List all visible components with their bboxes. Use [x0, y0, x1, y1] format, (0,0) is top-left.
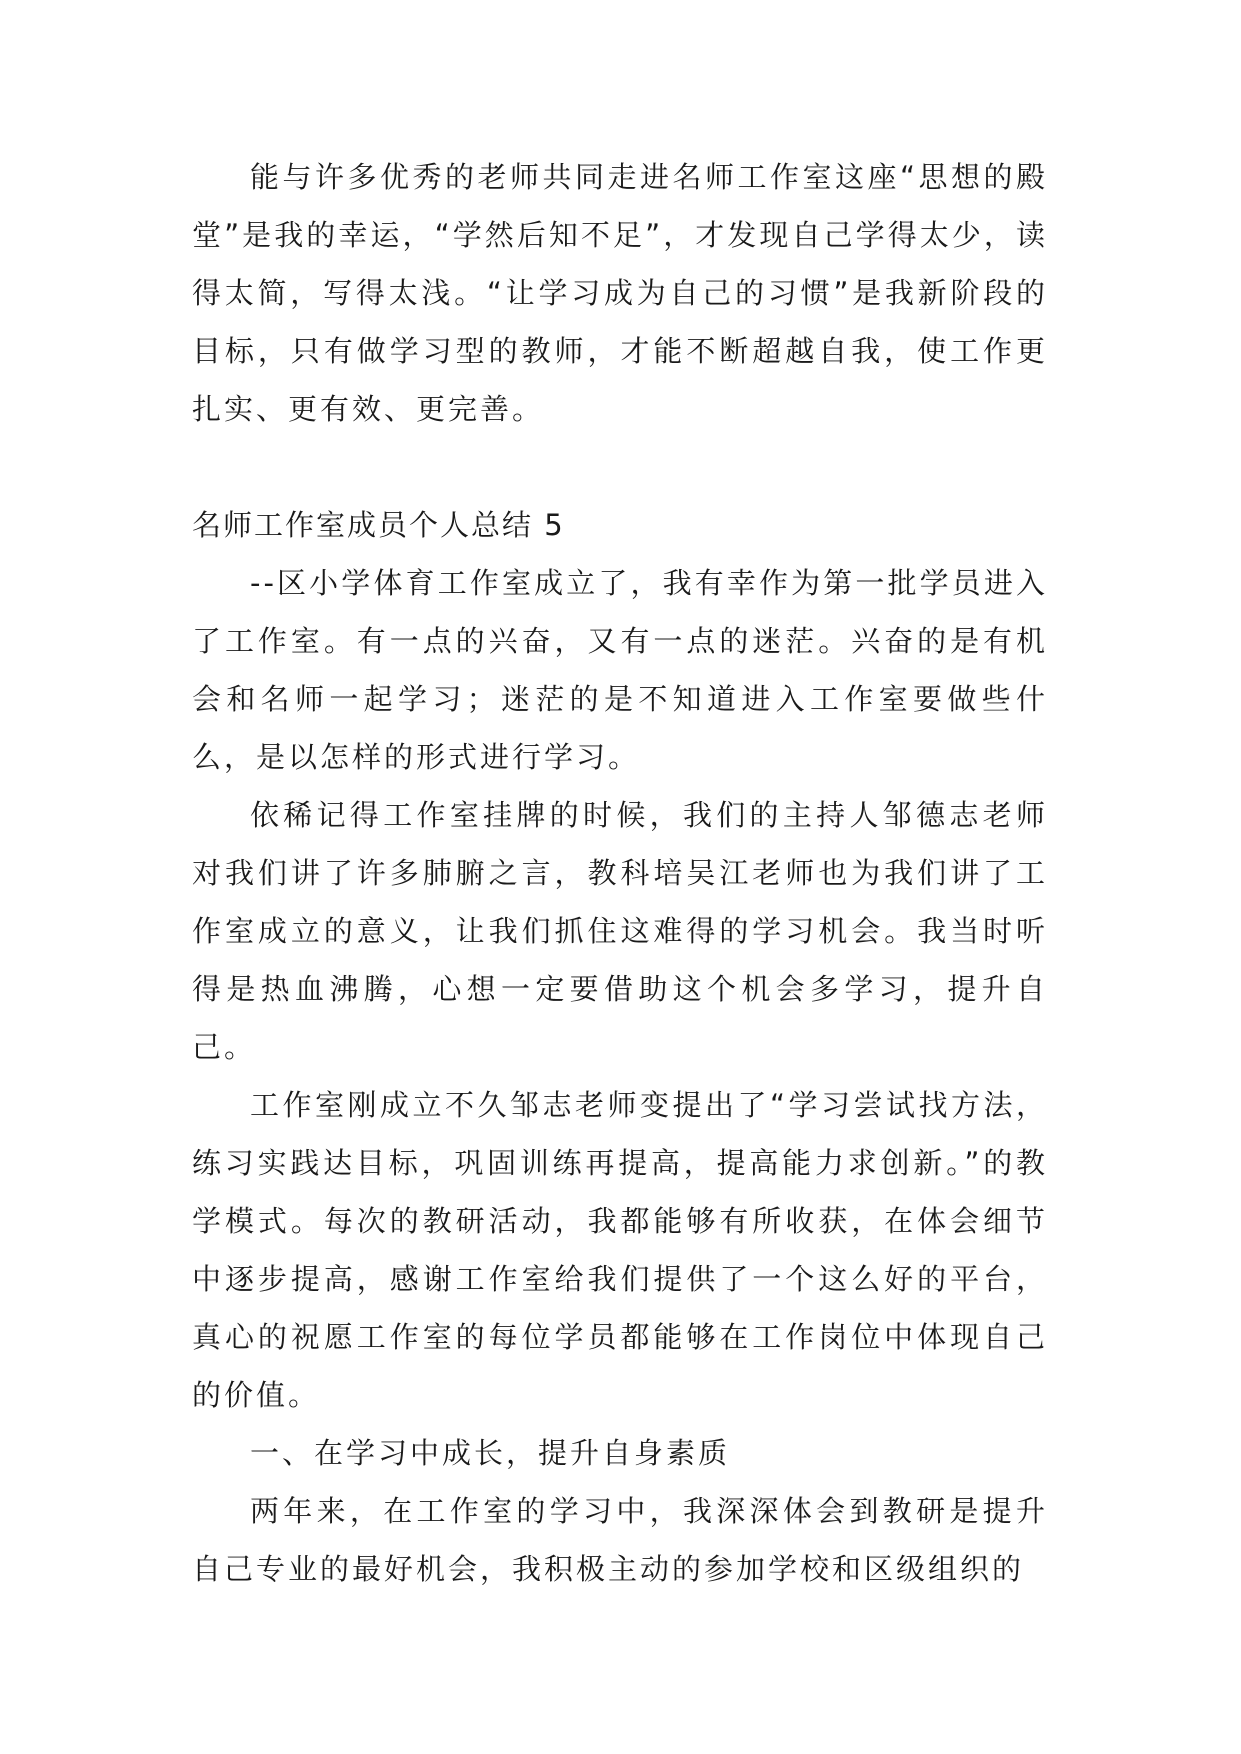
subheading: 一、在学习中成长，提升自身素质: [250, 1436, 731, 1470]
section-title: 名师工作室成员个人总结 5: [192, 508, 565, 542]
paragraph-last: 两年来，在工作室的学习中，我深深体会到教研是提升自己专业的最好机会，我积极主动的参加学校和区级组织的: [192, 1494, 1048, 1586]
paragraph-1: --区小学体育工作室成立了，我有幸作为第一批学员进入了工作室。有一点的兴奋，又有一点的迷茫。兴奋的是有机会和名师一起学习；迷茫的是不知道进入工作室要做些什么，是以怎样的形式进行学习。: [192, 566, 1048, 774]
paragraph-spacer: [192, 438, 1048, 496]
paragraph-2: 依稀记得工作室挂牌的时候，我们的主持人邹德志老师对我们讲了许多肺腑之言，教科培吴江老师也为我们讲了工作室成立的意义，让我们抓住这难得的学习机会。我当时听得是热血沸腾，心想一定要借助这个机会多学习，提升自己。: [192, 798, 1048, 1064]
paragraph-intro: 能与许多优秀的老师共同走进名师工作室这座“思想的殿堂”是我的幸运，“学然后知不足”，才发现自己学得太少，读得太简，写得太浅。“让学习成为自己的习惯”是我新阶段的目标，只有做学习型的教师，才能不断超越自我，使工作更扎实、更有效、更完善。: [192, 160, 1048, 426]
paragraph-3: 工作室刚成立不久邹志老师变提出了“学习尝试找方法，练习实践达目标，巩固训练再提高，提高能力求创新。”的教学模式。每次的教研活动，我都能够有所收获，在体会细节中逐步提高，感谢工作室给我们提供了一个这么好的平台，真心的祝愿工作室的每位学员都能够在工作岗位中体现自己的价值。: [192, 1088, 1048, 1412]
document-body: [192, 148, 1048, 1598]
